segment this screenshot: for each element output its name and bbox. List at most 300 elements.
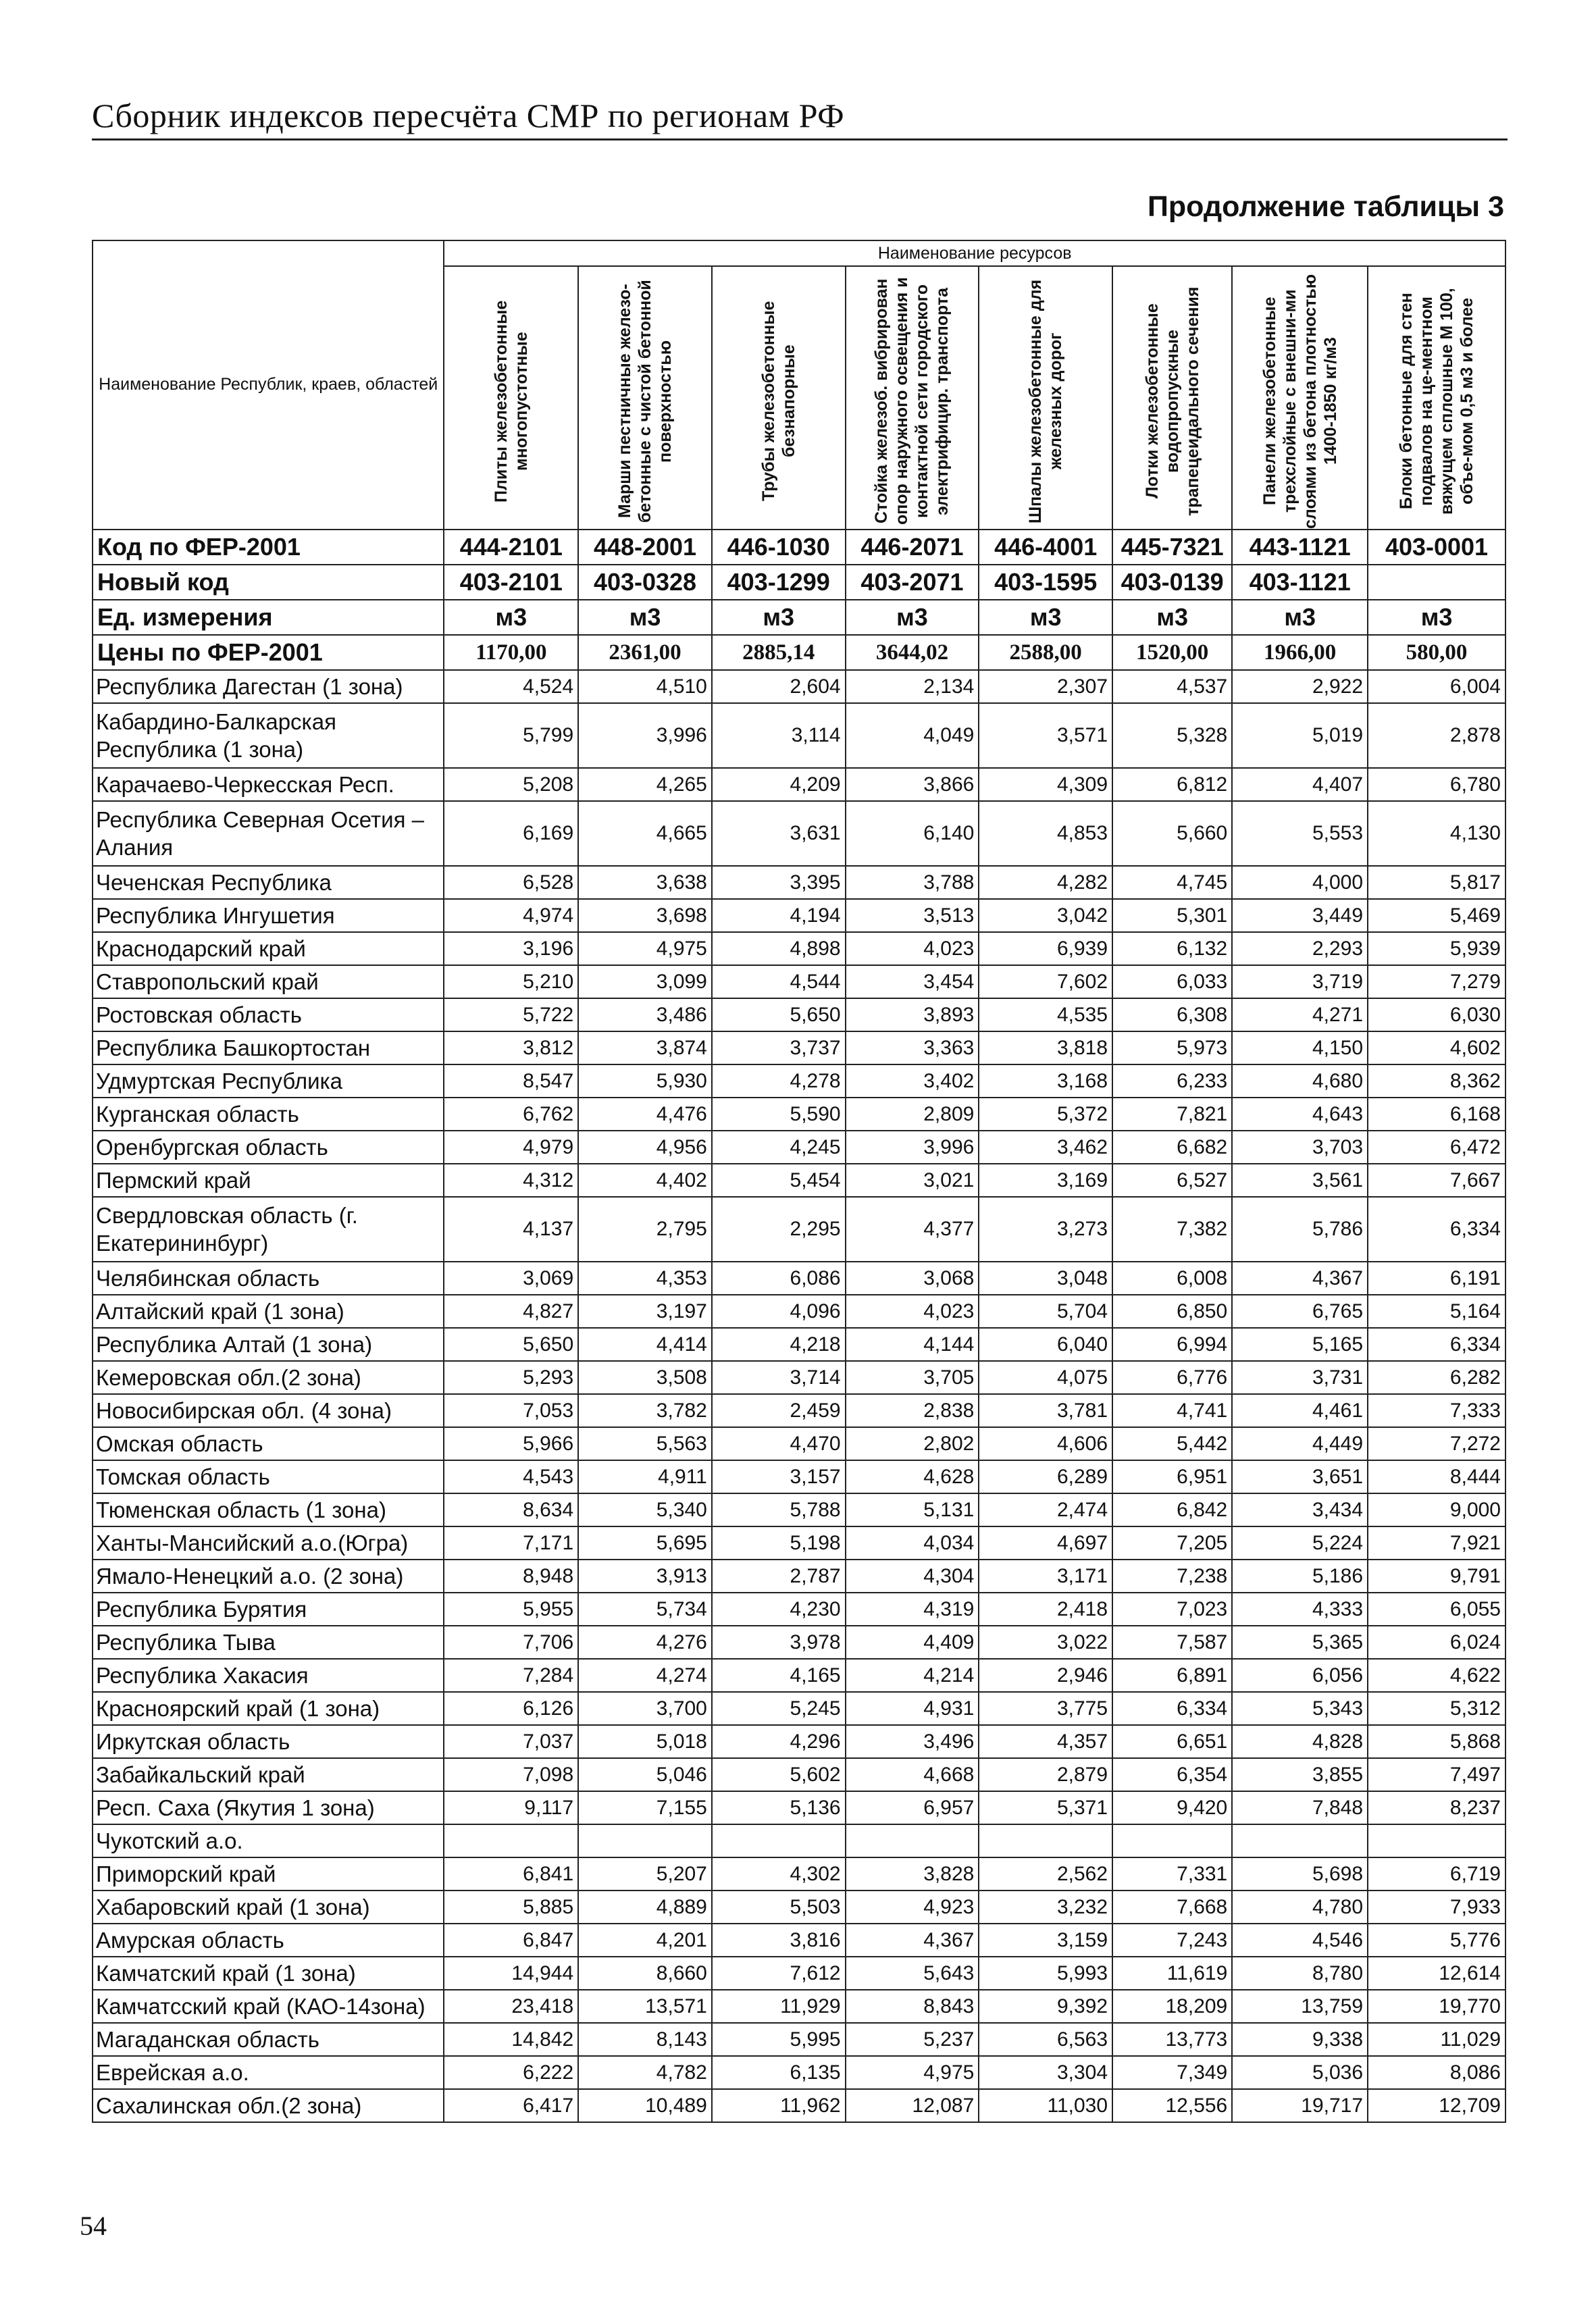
index-value: 4,911 <box>578 1460 712 1493</box>
index-value: 3,978 <box>712 1626 846 1659</box>
index-value: 3,631 <box>712 801 846 866</box>
index-value: 3,434 <box>1232 1493 1368 1526</box>
index-value: 4,201 <box>578 1924 712 1957</box>
meta-value: м3 <box>712 600 846 635</box>
index-value: 4,524 <box>444 670 578 703</box>
table-row <box>93 670 1505 703</box>
column-header: Марши пестничные железо-бетонные с чистой бетонной поверхностью <box>578 266 712 530</box>
index-value: 3,454 <box>846 965 979 998</box>
price-index-table <box>92 240 1506 2123</box>
table-continuation-title: Продолжение таблицы 3 <box>1147 190 1504 223</box>
index-value: 4,923 <box>846 1891 979 1924</box>
index-value: 4,096 <box>712 1295 846 1328</box>
index-value <box>1368 1824 1505 1857</box>
index-value: 3,816 <box>712 1924 846 1957</box>
index-value: 7,279 <box>1368 965 1505 998</box>
index-value: 4,302 <box>712 1857 846 1891</box>
index-value <box>444 1824 578 1857</box>
table-row <box>93 965 1505 998</box>
table-row <box>93 932 1505 965</box>
index-value: 6,086 <box>712 1262 846 1295</box>
index-value: 2,879 <box>979 1758 1112 1791</box>
table-row <box>93 1791 1505 1824</box>
index-value: 5,198 <box>712 1526 846 1560</box>
meta-value: м3 <box>1368 600 1505 635</box>
index-value: 4,353 <box>578 1262 712 1295</box>
index-value: 2,838 <box>846 1394 979 1427</box>
region-name: Томская область <box>93 1460 444 1493</box>
meta-value: м3 <box>1232 600 1368 635</box>
table-row <box>93 1460 1505 1493</box>
index-value: 4,974 <box>444 899 578 932</box>
index-value: 3,021 <box>846 1164 979 1197</box>
page-number: 54 <box>80 2211 107 2241</box>
meta-value: 403-0139 <box>1112 565 1232 600</box>
table-row <box>93 1131 1505 1164</box>
index-value: 3,996 <box>578 703 712 768</box>
index-value: 4,023 <box>846 1295 979 1328</box>
meta-value: 2361,00 <box>578 635 712 670</box>
index-value: 3,731 <box>1232 1361 1368 1394</box>
meta-value: 448-2001 <box>578 530 712 565</box>
index-value: 4,643 <box>1232 1098 1368 1131</box>
index-value: 4,034 <box>846 1526 979 1560</box>
index-value: 5,131 <box>846 1493 979 1526</box>
meta-value: 403-1121 <box>1232 565 1368 600</box>
index-value: 7,098 <box>444 1758 578 1791</box>
index-value: 4,449 <box>1232 1427 1368 1460</box>
index-value: 7,023 <box>1112 1593 1232 1626</box>
index-value: 3,812 <box>444 1031 578 1064</box>
region-name: Иркутская область <box>93 1725 444 1758</box>
index-value <box>578 1824 712 1857</box>
index-value: 6,417 <box>444 2089 578 2122</box>
index-value: 5,136 <box>712 1791 846 1824</box>
region-name: Краснодарский край <box>93 932 444 965</box>
index-value: 4,680 <box>1232 1064 1368 1098</box>
table-row <box>93 1295 1505 1328</box>
index-value: 7,921 <box>1368 1526 1505 1560</box>
running-header: Сборник индексов пересчёта СМР по регионам РФ <box>92 97 845 134</box>
index-value: 2,795 <box>578 1197 712 1262</box>
index-value: 3,788 <box>846 866 979 899</box>
region-name: Ростовская область <box>93 998 444 1031</box>
meta-value: 1170,00 <box>444 635 578 670</box>
index-value: 4,544 <box>712 965 846 998</box>
index-value: 7,587 <box>1112 1626 1232 1659</box>
index-value <box>979 1824 1112 1857</box>
index-value: 6,040 <box>979 1328 1112 1361</box>
region-name: Приморский край <box>93 1857 444 1891</box>
index-value: 5,207 <box>578 1857 712 1891</box>
region-name: Ханты-Мансийский а.о.(Югра) <box>93 1526 444 1560</box>
index-value: 5,442 <box>1112 1427 1232 1460</box>
index-value: 3,874 <box>578 1031 712 1064</box>
table-row <box>93 1394 1505 1427</box>
table-row <box>93 1262 1505 1295</box>
index-value: 3,449 <box>1232 899 1368 932</box>
index-value: 6,780 <box>1368 768 1505 801</box>
index-value: 7,333 <box>1368 1394 1505 1427</box>
region-name: Челябинская область <box>93 1262 444 1295</box>
index-value: 5,165 <box>1232 1328 1368 1361</box>
index-value: 4,956 <box>578 1131 712 1164</box>
index-value: 6,126 <box>444 1692 578 1725</box>
table-row <box>93 1328 1505 1361</box>
meta-value: 446-2071 <box>846 530 979 565</box>
index-value: 3,703 <box>1232 1131 1368 1164</box>
index-value: 9,000 <box>1368 1493 1505 1526</box>
index-value: 5,371 <box>979 1791 1112 1824</box>
index-value: 4,745 <box>1112 866 1232 899</box>
index-value: 5,602 <box>712 1758 846 1791</box>
index-value: 3,048 <box>979 1262 1112 1295</box>
index-value: 4,931 <box>846 1692 979 1725</box>
index-value: 3,159 <box>979 1924 1112 1957</box>
index-value: 3,273 <box>979 1197 1112 1262</box>
table-row <box>93 1857 1505 1891</box>
region-name: Камчатсский край (КАО-14зона) <box>93 1990 444 2023</box>
index-value: 5,643 <box>846 1957 979 1990</box>
region-name: Кабардино-Балкарская Республика (1 зона) <box>93 703 444 768</box>
region-name: Кемеровская обл.(2 зона) <box>93 1361 444 1394</box>
index-value: 2,474 <box>979 1493 1112 1526</box>
index-value: 6,169 <box>444 801 578 866</box>
table-row <box>93 1990 1505 2023</box>
index-value: 5,365 <box>1232 1626 1368 1659</box>
index-value: 5,966 <box>444 1427 578 1460</box>
index-value: 3,651 <box>1232 1460 1368 1493</box>
index-value <box>1112 1824 1232 1857</box>
index-value: 4,214 <box>846 1659 979 1692</box>
index-value: 4,000 <box>1232 866 1368 899</box>
index-value: 5,799 <box>444 703 578 768</box>
index-value: 3,042 <box>979 899 1112 932</box>
index-value: 4,546 <box>1232 1924 1368 1957</box>
table-row <box>93 1164 1505 1197</box>
index-value: 5,245 <box>712 1692 846 1725</box>
meta-value: м3 <box>1112 600 1232 635</box>
index-value: 11,029 <box>1368 2023 1505 2056</box>
meta-value: 403-1595 <box>979 565 1112 600</box>
region-name: Чукотский а.о. <box>93 1824 444 1857</box>
index-value: 6,191 <box>1368 1262 1505 1295</box>
index-value: 5,734 <box>578 1593 712 1626</box>
index-value: 3,069 <box>444 1262 578 1295</box>
index-value: 3,700 <box>578 1692 712 1725</box>
index-value: 12,709 <box>1368 2089 1505 2122</box>
index-value: 7,848 <box>1232 1791 1368 1824</box>
index-value <box>846 1824 979 1857</box>
index-value: 4,461 <box>1232 1394 1368 1427</box>
index-value: 6,563 <box>979 2023 1112 2056</box>
index-value: 2,878 <box>1368 703 1505 768</box>
index-value: 5,885 <box>444 1891 578 1924</box>
index-value: 4,367 <box>846 1924 979 1957</box>
index-value: 4,276 <box>578 1626 712 1659</box>
index-value: 2,418 <box>979 1593 1112 1626</box>
table-row <box>93 1560 1505 1593</box>
region-name: Пермский край <box>93 1164 444 1197</box>
index-value: 7,331 <box>1112 1857 1232 1891</box>
column-header: Плиты железобетонные многопустотные <box>444 266 578 530</box>
meta-value: м3 <box>444 600 578 635</box>
index-value: 4,049 <box>846 703 979 768</box>
region-name: Красноярский край (1 зона) <box>93 1692 444 1725</box>
table-row <box>93 1098 1505 1131</box>
index-value: 4,979 <box>444 1131 578 1164</box>
region-name: Забайкальский край <box>93 1758 444 1791</box>
index-value: 11,619 <box>1112 1957 1232 1990</box>
index-value: 5,939 <box>1368 932 1505 965</box>
meta-value: 403-2071 <box>846 565 979 600</box>
index-value: 6,024 <box>1368 1626 1505 1659</box>
table-row <box>93 899 1505 932</box>
table-row <box>93 1031 1505 1064</box>
index-value: 18,209 <box>1112 1990 1232 2023</box>
index-value: 8,086 <box>1368 2056 1505 2089</box>
table-row <box>93 1725 1505 1758</box>
meta-value: 1520,00 <box>1112 635 1232 670</box>
index-value: 3,828 <box>846 1857 979 1891</box>
meta-value: 443-1121 <box>1232 530 1368 565</box>
index-value: 4,165 <box>712 1659 846 1692</box>
index-value: 2,787 <box>712 1560 846 1593</box>
index-value: 6,651 <box>1112 1725 1232 1758</box>
index-value: 6,528 <box>444 866 578 899</box>
meta-value: 2885,14 <box>712 635 846 670</box>
meta-value: 446-1030 <box>712 530 846 565</box>
index-value: 4,476 <box>578 1098 712 1131</box>
index-value: 4,023 <box>846 932 979 965</box>
index-value: 8,362 <box>1368 1064 1505 1098</box>
index-value: 7,349 <box>1112 2056 1232 2089</box>
index-value: 4,367 <box>1232 1262 1368 1295</box>
index-value: 6,891 <box>1112 1659 1232 1692</box>
index-value: 4,622 <box>1368 1659 1505 1692</box>
index-value: 3,022 <box>979 1626 1112 1659</box>
index-value: 3,363 <box>846 1031 979 1064</box>
region-name: Хабаровский край (1 зона) <box>93 1891 444 1924</box>
index-value: 7,037 <box>444 1725 578 1758</box>
region-name: Курганская область <box>93 1098 444 1131</box>
index-value: 6,334 <box>1368 1328 1505 1361</box>
index-value: 3,781 <box>979 1394 1112 1427</box>
index-value: 9,117 <box>444 1791 578 1824</box>
table-row <box>93 1593 1505 1626</box>
index-value: 4,309 <box>979 768 1112 801</box>
index-value: 19,770 <box>1368 1990 1505 2023</box>
region-name: Ямало-Ненецкий а.о. (2 зона) <box>93 1560 444 1593</box>
index-value: 3,232 <box>979 1891 1112 1924</box>
index-value: 7,053 <box>444 1394 578 1427</box>
index-value: 3,855 <box>1232 1758 1368 1791</box>
column-header: Трубы железобетонные безнапорные <box>712 266 846 530</box>
index-value: 6,222 <box>444 2056 578 2089</box>
meta-value: м3 <box>979 600 1112 635</box>
index-value: 2,802 <box>846 1427 979 1460</box>
meta-label: Новый код <box>93 565 444 600</box>
index-value: 7,602 <box>979 965 1112 998</box>
index-value: 5,722 <box>444 998 578 1031</box>
table-row <box>93 1197 1505 1262</box>
index-value: 4,975 <box>846 2056 979 2089</box>
region-column-header <box>93 240 444 530</box>
index-value: 3,168 <box>979 1064 1112 1098</box>
index-value: 4,357 <box>979 1725 1112 1758</box>
table-row <box>93 1064 1505 1098</box>
index-value: 6,282 <box>1368 1361 1505 1394</box>
index-value: 6,334 <box>1112 1692 1232 1725</box>
index-value: 4,827 <box>444 1295 578 1328</box>
table-row <box>93 2089 1505 2122</box>
index-value: 4,782 <box>578 2056 712 2089</box>
index-value: 3,866 <box>846 768 979 801</box>
index-value: 5,312 <box>1368 1692 1505 1725</box>
meta-value: м3 <box>578 600 712 635</box>
meta-label: Код по ФЕР-2001 <box>93 530 444 565</box>
index-value: 3,169 <box>979 1164 1112 1197</box>
index-value: 6,168 <box>1368 1098 1505 1131</box>
index-value: 4,628 <box>846 1460 979 1493</box>
index-value: 11,962 <box>712 2089 846 2122</box>
index-value: 4,889 <box>578 1891 712 1924</box>
index-value: 9,420 <box>1112 1791 1232 1824</box>
region-name: Оренбургская область <box>93 1131 444 1164</box>
index-value: 5,553 <box>1232 801 1368 866</box>
index-value: 7,933 <box>1368 1891 1505 1924</box>
index-value: 3,913 <box>578 1560 712 1593</box>
region-name: Республика Северная Осетия – Алания <box>93 801 444 866</box>
index-value: 8,547 <box>444 1064 578 1098</box>
region-name: Республика Хакасия <box>93 1659 444 1692</box>
index-value: 19,717 <box>1232 2089 1368 2122</box>
index-value: 6,030 <box>1368 998 1505 1031</box>
index-value: 4,665 <box>578 801 712 866</box>
index-value: 7,205 <box>1112 1526 1232 1560</box>
column-header: Шпалы железобетонные для железных дорог <box>979 266 1112 530</box>
index-value: 5,973 <box>1112 1031 1232 1064</box>
index-value: 4,333 <box>1232 1593 1368 1626</box>
index-value: 3,462 <box>979 1131 1112 1164</box>
index-value: 4,075 <box>979 1361 1112 1394</box>
table-row <box>93 1824 1505 1857</box>
index-value: 5,301 <box>1112 899 1232 932</box>
region-name: Респ. Саха (Якутия 1 зона) <box>93 1791 444 1824</box>
index-value: 12,614 <box>1368 1957 1505 1990</box>
meta-value: 403-0328 <box>578 565 712 600</box>
column-header: Лотки железобетонные водопропускные трапецеидального сечения <box>1112 266 1232 530</box>
index-value: 7,497 <box>1368 1758 1505 1791</box>
index-value: 5,340 <box>578 1493 712 1526</box>
index-value: 4,312 <box>444 1164 578 1197</box>
index-value: 9,338 <box>1232 2023 1368 2056</box>
index-value: 2,134 <box>846 670 979 703</box>
index-value: 3,561 <box>1232 1164 1368 1197</box>
index-value: 6,334 <box>1368 1197 1505 1262</box>
index-value: 2,809 <box>846 1098 979 1131</box>
index-value: 3,402 <box>846 1064 979 1098</box>
index-value: 8,634 <box>444 1493 578 1526</box>
index-value: 6,056 <box>1232 1659 1368 1692</box>
table-row <box>93 1626 1505 1659</box>
region-name: Магаданская область <box>93 2023 444 2056</box>
table-row <box>93 703 1505 768</box>
index-value: 13,773 <box>1112 2023 1232 2056</box>
index-value: 5,237 <box>846 2023 979 2056</box>
index-value: 5,164 <box>1368 1295 1505 1328</box>
index-value: 7,243 <box>1112 1924 1232 1957</box>
table-row <box>93 1493 1505 1526</box>
index-value: 6,140 <box>846 801 979 866</box>
table-row <box>93 1526 1505 1560</box>
index-value: 4,535 <box>979 998 1112 1031</box>
index-value: 5,695 <box>578 1526 712 1560</box>
index-value: 10,489 <box>578 2089 712 2122</box>
index-value: 2,295 <box>712 1197 846 1262</box>
column-header: Стойка железоб. вибрирован опор наружного освещения и контактной сети городского электрифицир. транспорта <box>846 266 979 530</box>
index-value: 7,668 <box>1112 1891 1232 1924</box>
index-value: 4,144 <box>846 1328 979 1361</box>
index-value: 6,951 <box>1112 1460 1232 1493</box>
index-value: 6,004 <box>1368 670 1505 703</box>
index-value: 4,741 <box>1112 1394 1232 1427</box>
index-value: 3,196 <box>444 932 578 965</box>
index-value: 7,821 <box>1112 1098 1232 1131</box>
index-value: 6,033 <box>1112 965 1232 998</box>
table-row <box>93 1758 1505 1791</box>
index-value: 4,780 <box>1232 1891 1368 1924</box>
index-value: 7,238 <box>1112 1560 1232 1593</box>
meta-value: 403-1299 <box>712 565 846 600</box>
index-value: 5,224 <box>1232 1526 1368 1560</box>
index-value: 8,660 <box>578 1957 712 1990</box>
index-value: 7,706 <box>444 1626 578 1659</box>
index-value: 4,296 <box>712 1725 846 1758</box>
index-value: 3,304 <box>979 2056 1112 2089</box>
index-value: 7,667 <box>1368 1164 1505 1197</box>
index-value: 12,087 <box>846 2089 979 2122</box>
region-name: Республика Дагестан (1 зона) <box>93 670 444 703</box>
index-value: 8,143 <box>578 2023 712 2056</box>
region-name: Республика Алтай (1 зона) <box>93 1328 444 1361</box>
index-value: 5,210 <box>444 965 578 998</box>
index-value: 5,788 <box>712 1493 846 1526</box>
region-name: Еврейская а.о. <box>93 2056 444 2089</box>
index-value: 3,714 <box>712 1361 846 1394</box>
index-value: 3,114 <box>712 703 846 768</box>
index-value: 5,454 <box>712 1164 846 1197</box>
index-value: 4,278 <box>712 1064 846 1098</box>
table-row <box>93 1427 1505 1460</box>
index-value: 5,036 <box>1232 2056 1368 2089</box>
index-value: 2,946 <box>979 1659 1112 1692</box>
index-value: 2,604 <box>712 670 846 703</box>
index-value: 3,705 <box>846 1361 979 1394</box>
index-value: 5,503 <box>712 1891 846 1924</box>
index-value: 2,562 <box>979 1857 1112 1891</box>
table-row <box>93 2023 1505 2056</box>
index-value: 5,698 <box>1232 1857 1368 1891</box>
index-value: 3,698 <box>578 899 712 932</box>
index-value: 6,765 <box>1232 1295 1368 1328</box>
index-value: 4,271 <box>1232 998 1368 1031</box>
index-value: 8,237 <box>1368 1791 1505 1824</box>
index-value: 6,135 <box>712 2056 846 2089</box>
index-value: 6,847 <box>444 1924 578 1957</box>
column-header: Блоки бетонные для стен подвалов на це-ментном вяжущем сплошные М 100, объе-мом 0,5 м3 и более <box>1368 266 1505 530</box>
index-value: 5,372 <box>979 1098 1112 1131</box>
